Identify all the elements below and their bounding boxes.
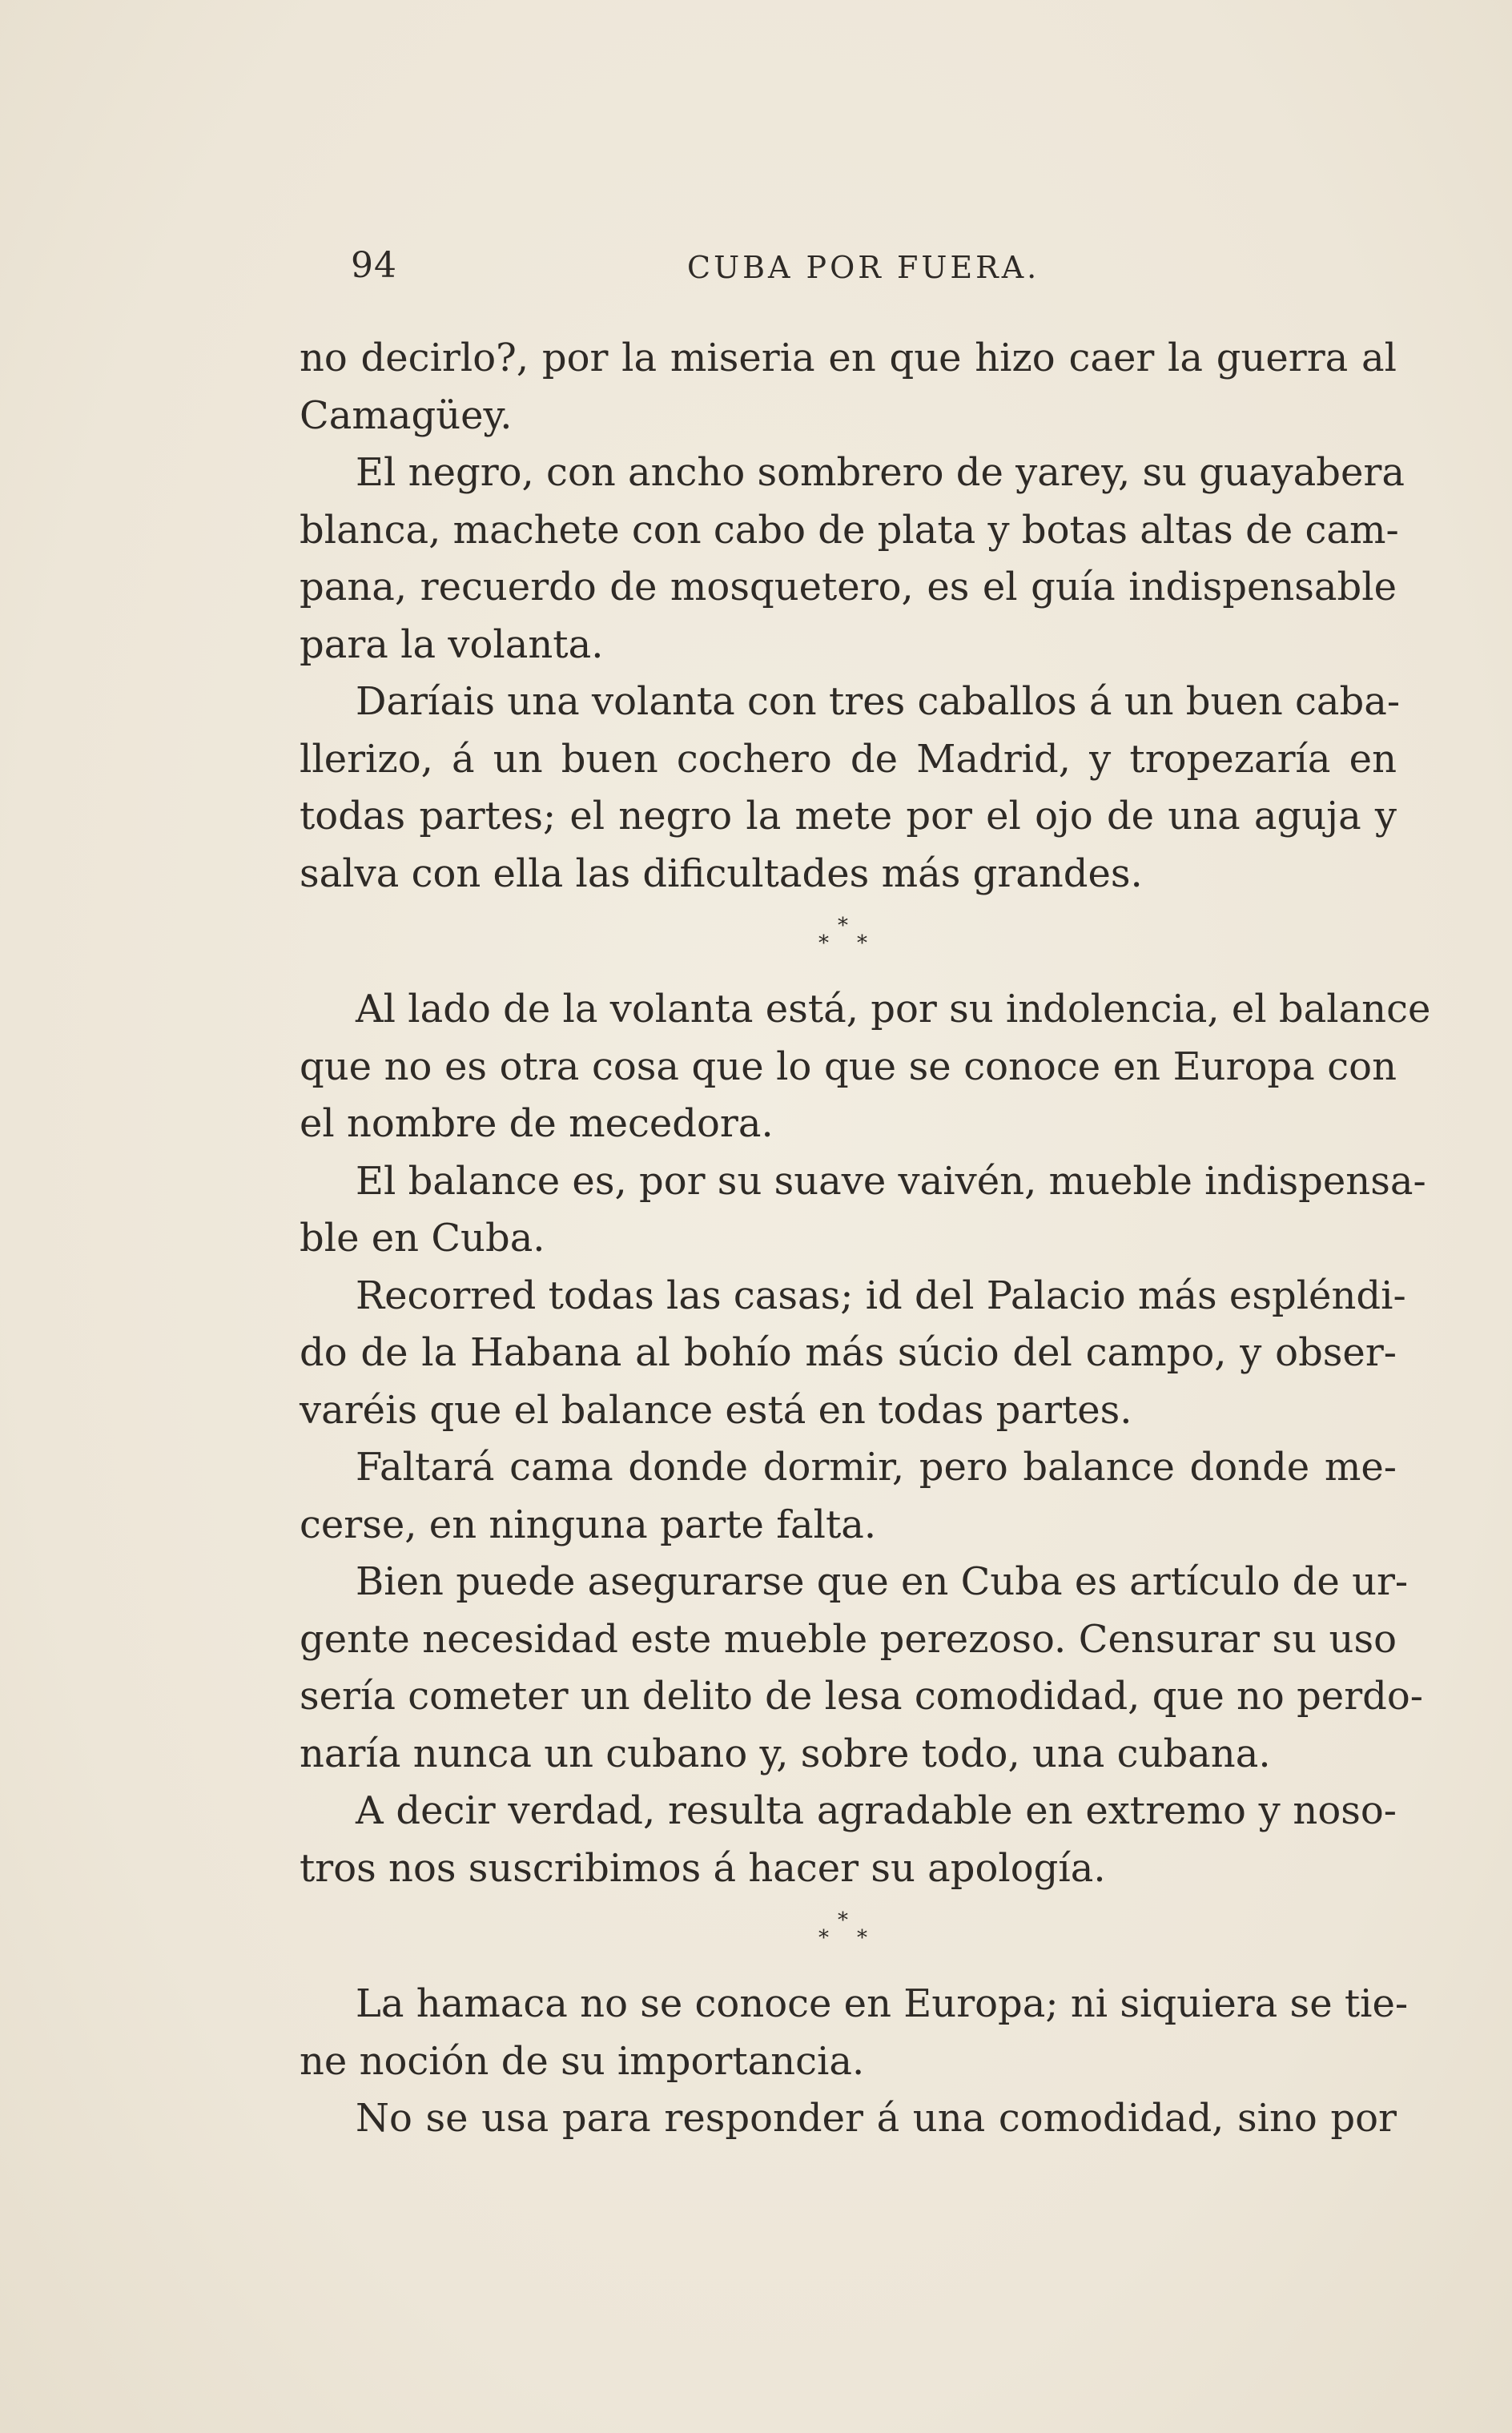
section-break-asterism	[300, 1897, 1397, 1976]
text-line: Camagüey.	[300, 392, 513, 438]
text-line: salva con ella las dificultades más grandes.	[300, 851, 1143, 896]
text-line: Daríais una volanta con tres caballos á un buen caba-	[356, 679, 1401, 724]
text-line: blanca, machete con cabo de plata y botas altas de cam-	[300, 507, 1399, 553]
text-line: no decirlo?, por la miseria en que hizo caer la guerra al	[300, 336, 1397, 380]
text-line: A decir verdad, resulta agradable en extremo y noso-	[356, 1788, 1397, 1833]
text-line: naría nunca un cubano y, sobre todo, una cubana.	[300, 1731, 1271, 1776]
text-line: Al lado de la volanta está, por su indolencia, el balance	[356, 987, 1431, 1032]
section-break-asterism	[300, 903, 1397, 981]
text-line: Faltará cama donde dormir, pero balance donde me-	[356, 1445, 1397, 1490]
asterism-star: *	[818, 931, 829, 955]
asterism-star: *	[838, 1908, 848, 1932]
text-line: todas partes; el negro la mete por el ojo de una aguja y	[300, 794, 1397, 838]
text-line: para la volanta.	[300, 621, 604, 667]
asterism-star: *	[818, 1926, 829, 1950]
asterism-star: *	[838, 914, 848, 938]
body-text	[300, 330, 1431, 2148]
page-number: 94	[351, 245, 397, 286]
running-title: CUBA POR FUERA.	[687, 250, 1040, 285]
text-line: No se usa para responder á una comodidad, sino por	[356, 2096, 1397, 2141]
text-line: El balance es, por su suave vaivén, mueble indispensa-	[356, 1158, 1426, 1204]
text-line: La hamaca no se conoce en Europa; ni siquiera se tie-	[356, 1981, 1409, 2026]
asterism-star: *	[857, 931, 867, 955]
text-line: el nombre de mecedora.	[300, 1101, 774, 1146]
text-line: Bien puede asegurarse que en Cuba es artículo de ur-	[356, 1559, 1409, 1604]
page-header	[351, 245, 1392, 293]
text-line: do de la Habana al bohío más súcio del campo, y obser-	[300, 1330, 1397, 1375]
text-line: cerse, en ninguna parte falta.	[300, 1502, 877, 1547]
text-line: El negro, con ancho sombrero de yarey, su guayabera	[356, 450, 1405, 495]
text-line: varéis que el balance está en todas partes.	[300, 1387, 1132, 1433]
text-line: sería cometer un delito de lesa comodidad, que no perdo-	[300, 1674, 1423, 1719]
text-line: tros nos suscribimos á hacer su apología.	[300, 1845, 1106, 1891]
text-line: ne noción de su importancia.	[300, 2038, 865, 2084]
text-line: que no es otra cosa que lo que se conoce en Europa con	[300, 1044, 1397, 1089]
text-line: Recorred todas las casas; id del Palacio más espléndi-	[356, 1273, 1406, 1318]
text-line: gente necesidad este mueble perezoso. Censurar su uso	[300, 1616, 1397, 1662]
text-line: pana, recuerdo de mosquetero, es el guía indispensable	[300, 565, 1397, 609]
asterism-star: *	[857, 1926, 867, 1950]
text-line: ble en Cuba.	[300, 1216, 545, 1261]
text-line: llerizo, á un buen cochero de Madrid, y tropezaría en	[300, 736, 1397, 782]
